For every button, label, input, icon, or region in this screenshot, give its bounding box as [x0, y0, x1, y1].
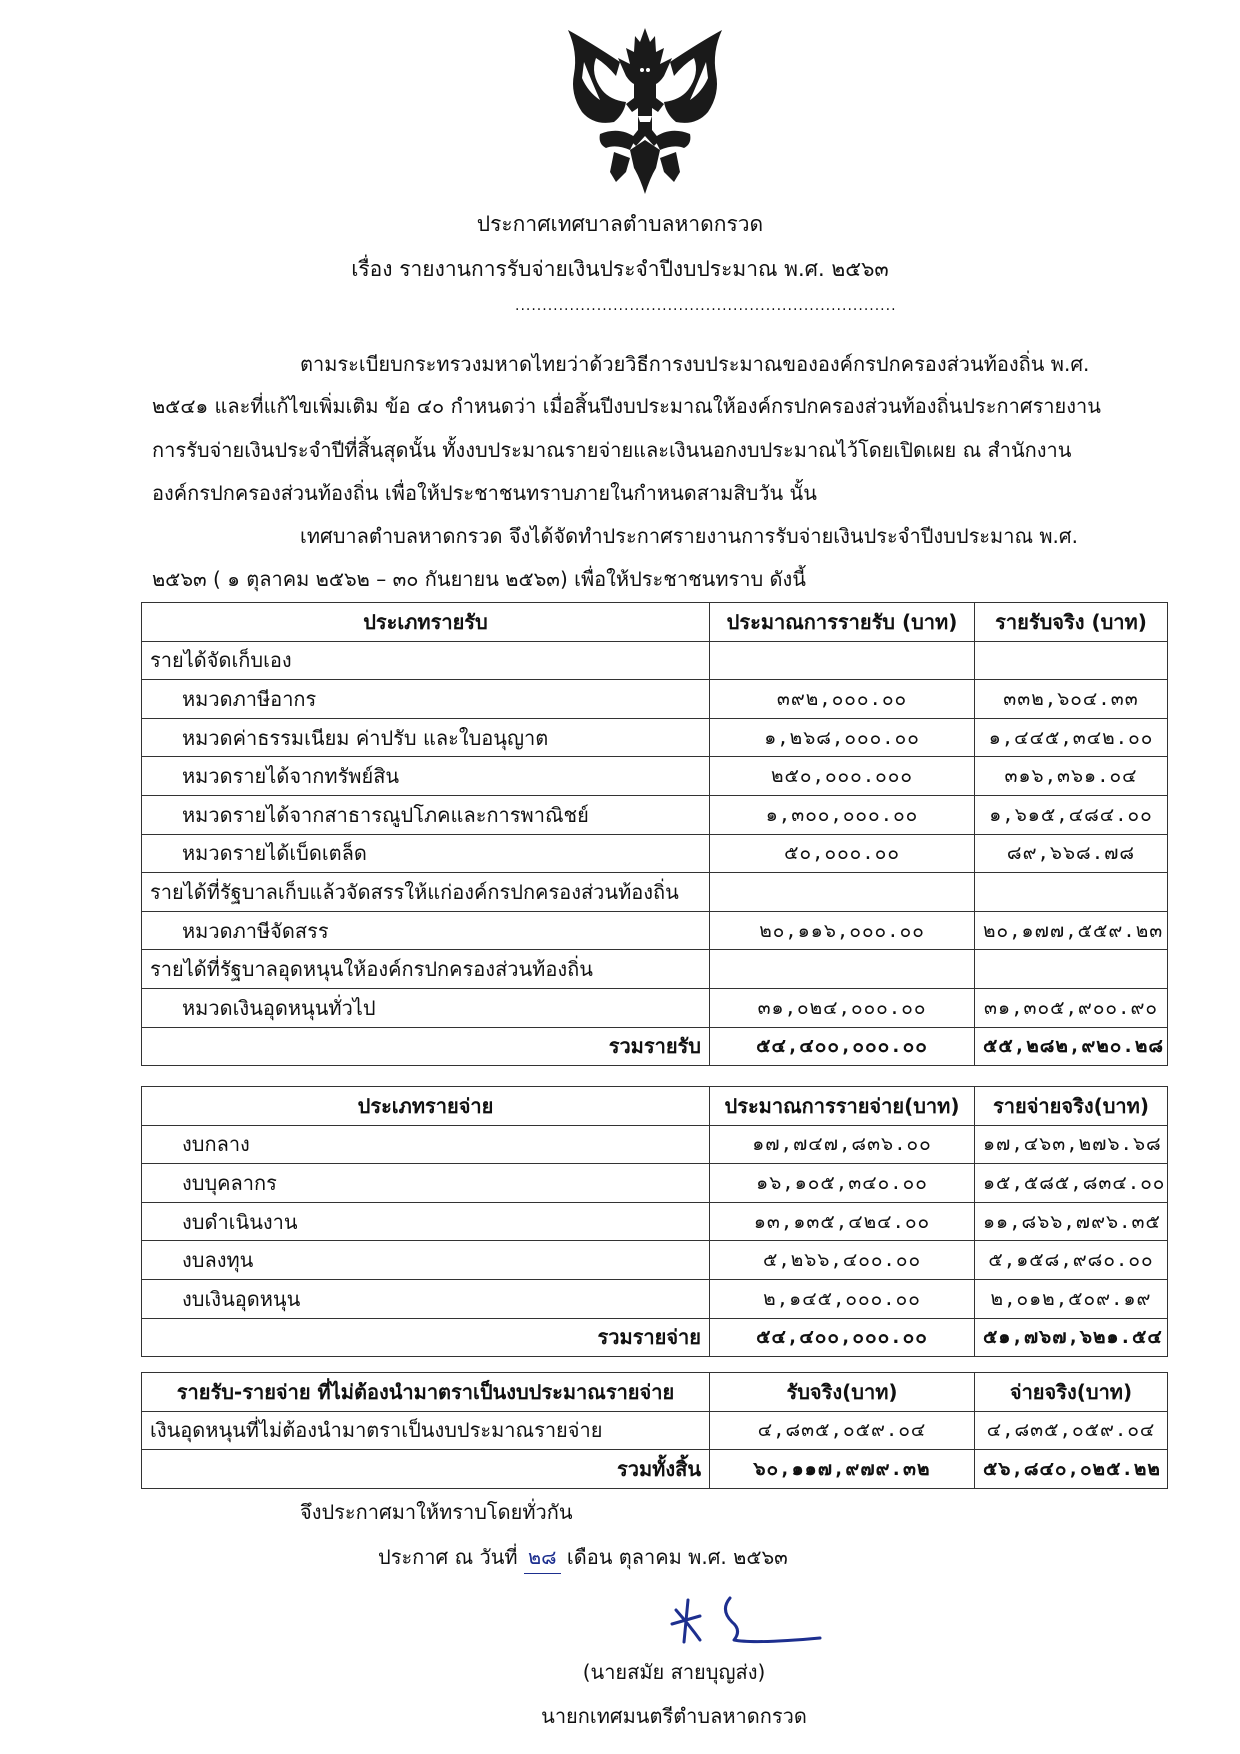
total-row [142, 1027, 1168, 1066]
column-header: จ่ายจริง(บาท) [975, 1373, 1168, 1412]
total-estimate: ๕๔,๔๐๐,๐๐๐.๐๐ [710, 1027, 975, 1066]
table-row [142, 1411, 1168, 1450]
actual-cell: ๑,๔๔๕,๓๔๒.๐๐ [975, 718, 1168, 757]
total-label: รวมรายรับ [142, 1027, 710, 1066]
row-label: หมวดภาษีจัดสรร [142, 911, 710, 950]
announcement-title: ประกาศเทศบาลตำบลหาดกรวด [476, 212, 764, 236]
actual-cell: ๓๑,๓๐๕,๙๐๐.๙๐ [975, 988, 1168, 1027]
estimate-cell [710, 950, 975, 989]
row-label: งบบุคลากร [142, 1164, 710, 1203]
offbudget-table [141, 1372, 1168, 1489]
row-label: เงินอุดหนุนที่ไม่ต้องนำมาตราเป็นงบประมาณรายจ่าย [142, 1411, 710, 1450]
actual-cell [975, 641, 1168, 680]
column-header: รับจริง(บาท) [710, 1373, 975, 1412]
estimate-cell: ๒๐,๑๑๖,๐๐๐.๐๐ [710, 911, 975, 950]
row-label: หมวดรายได้จากสาธารณูปโภคและการพาณิชย์ [142, 795, 710, 834]
total-actual: ๕๑,๗๖๗,๖๒๑.๕๔ [975, 1318, 1168, 1357]
estimate-cell: ๓๙๒,๐๐๐.๐๐ [710, 680, 975, 719]
income-table [141, 602, 1168, 1066]
table-row [142, 834, 1168, 873]
column-header: ประเภทรายรับ [142, 603, 710, 642]
announcement-date [378, 1541, 788, 1574]
actual-cell: ๕,๑๕๘,๙๘๐.๐๐ [975, 1241, 1168, 1280]
estimate-cell: ๑๗,๗๔๗,๘๓๖.๐๐ [710, 1125, 975, 1164]
estimate-cell: ๑๖,๑๐๕,๓๔๐.๐๐ [710, 1164, 975, 1203]
actual-cell: ๒,๐๑๒,๕๐๙.๑๙ [975, 1279, 1168, 1318]
estimate-cell [710, 641, 975, 680]
date-suffix: เดือน ตุลาคม พ.ศ. ๒๕๖๓ [566, 1545, 788, 1569]
row-label: หมวดภาษีอากร [142, 680, 710, 719]
paragraph-2-line-1: เทศบาลตำบลหาดกรวด จึงได้จัดทำประกาศรายงานการรับจ่ายเงินประจำปีงบประมาณ พ.ศ. [300, 524, 1078, 548]
actual-cell [975, 873, 1168, 912]
row-label: งบกลาง [142, 1125, 710, 1164]
actual-cell: ๘๙,๖๖๘.๗๘ [975, 834, 1168, 873]
estimate-cell: ๑๓,๑๓๕,๔๒๔.๐๐ [710, 1202, 975, 1241]
closing-statement: จึงประกาศมาให้ทราบโดยทั่วกัน [300, 1500, 573, 1524]
column-header: ประมาณการรายรับ (บาท) [710, 603, 975, 642]
total-received: ๖๐,๑๑๗,๙๗๙.๓๒ [710, 1450, 975, 1489]
actual-cell [975, 950, 1168, 989]
expense-table [141, 1086, 1168, 1357]
column-header: ประมาณการรายจ่าย(บาท) [710, 1087, 975, 1126]
signer-title: นายกเทศมนตรีตำบลหาดกรวด [541, 1704, 807, 1728]
garuda-emblem-icon [560, 22, 730, 197]
row-label: หมวดค่าธรรมเนียม ค่าปรับ และใบอนุญาต [142, 718, 710, 757]
estimate-cell: ๓๑,๐๒๔,๐๐๐.๐๐ [710, 988, 975, 1027]
total-actual: ๕๕,๒๘๒,๙๒๐.๒๘ [975, 1027, 1168, 1066]
row-label: หมวดรายได้เบ็ดเตล็ด [142, 834, 710, 873]
column-header: รายรับ-รายจ่าย ที่ไม่ต้องนำมาตราเป็นงบประมาณรายจ่าย [142, 1373, 710, 1412]
table-row [142, 795, 1168, 834]
actual-cell: ๑๗,๔๖๓,๒๗๖.๖๘ [975, 1125, 1168, 1164]
actual-cell: ๓๓๒,๖๐๔.๓๓ [975, 680, 1168, 719]
header-divider: ...................................................................... [515, 298, 897, 314]
row-label: รายได้ที่รัฐบาลเก็บแล้วจัดสรรให้แก่องค์กรปกครองส่วนท้องถิ่น [142, 873, 710, 912]
table-row [142, 680, 1168, 719]
table-row [142, 988, 1168, 1027]
column-header: รายจ่ายจริง(บาท) [975, 1087, 1168, 1126]
total-label: รวมทั้งสิ้น [142, 1450, 710, 1489]
table-row [142, 641, 1168, 680]
paragraph-1-line-3: การรับจ่ายเงินประจำปีที่สิ้นสุดนั้น ทั้งงบประมาณรายจ่ายและเงินนอกงบประมาณไว้โดยเปิดเผย ณ สำนักงาน [152, 438, 1072, 462]
estimate-cell: ๕๐,๐๐๐.๐๐ [710, 834, 975, 873]
total-row [142, 1450, 1168, 1489]
signer-name: (นายสมัย สายบุญส่ง) [582, 1660, 766, 1684]
total-label: รวมรายจ่าย [142, 1318, 710, 1357]
table-row [142, 1202, 1168, 1241]
row-label: หมวดเงินอุดหนุนทั่วไป [142, 988, 710, 1027]
estimate-cell: ๑,๓๐๐,๐๐๐.๐๐ [710, 795, 975, 834]
row-label: รายได้จัดเก็บเอง [142, 641, 710, 680]
total-paid: ๕๖,๘๔๐,๐๒๕.๒๒ [975, 1450, 1168, 1489]
table-row [142, 1125, 1168, 1164]
row-label: รายได้ที่รัฐบาลอุดหนุนให้องค์กรปกครองส่วนท้องถิ่น [142, 950, 710, 989]
actual-cell: ๑๕,๕๘๕,๘๓๔.๐๐ [975, 1164, 1168, 1203]
table-row [142, 1164, 1168, 1203]
paragraph-2-line-2: ๒๕๖๓ ( ๑ ตุลาคม ๒๕๖๒ – ๓๐ กันยายน ๒๕๖๓) เพื่อให้ประชาชนทราบ ดังนี้ [152, 567, 806, 591]
row-label: งบเงินอุดหนุน [142, 1279, 710, 1318]
table-row [142, 718, 1168, 757]
table-header-row [142, 603, 1168, 642]
total-row [142, 1318, 1168, 1357]
table-row [142, 950, 1168, 989]
estimate-cell: ๑,๒๖๘,๐๐๐.๐๐ [710, 718, 975, 757]
table-row [142, 911, 1168, 950]
estimate-cell: ๒๕๐,๐๐๐.๐๐๐ [710, 757, 975, 796]
actual-cell: ๑,๖๑๕,๔๘๔.๐๐ [975, 795, 1168, 834]
row-label: งบดำเนินงาน [142, 1202, 710, 1241]
table-header-row [142, 1087, 1168, 1126]
table-row [142, 757, 1168, 796]
paragraph-1-line-2: ๒๕๔๑ และที่แก้ไขเพิ่มเติม ข้อ ๔๐ กำหนดว่า เมื่อสิ้นปีงบประมาณให้องค์กรปกครองส่วนท้องถิ่นประกาศรายงาน [152, 394, 1101, 418]
table-row [142, 1241, 1168, 1280]
actual-cell: ๑๑,๘๖๖,๗๙๖.๓๕ [975, 1202, 1168, 1241]
paid-cell: ๔,๘๓๕,๐๕๙.๐๔ [975, 1411, 1168, 1450]
paragraph-1-line-4: องค์กรปกครองส่วนท้องถิ่น เพื่อให้ประชาชนทราบภายในกำหนดสามสิบวัน นั้น [152, 481, 817, 505]
actual-cell: ๒๐,๑๗๗,๕๕๙.๒๓ [975, 911, 1168, 950]
column-header: รายรับจริง (บาท) [975, 603, 1168, 642]
date-prefix: ประกาศ ณ วันที่ [378, 1545, 518, 1569]
handwritten-signature [660, 1590, 830, 1650]
column-header: ประเภทรายจ่าย [142, 1087, 710, 1126]
table-row [142, 1279, 1168, 1318]
row-label: งบลงทุน [142, 1241, 710, 1280]
announcement-subject: เรื่อง รายงานการรับจ่ายเงินประจำปีงบประมาณ พ.ศ. ๒๕๖๓ [351, 257, 889, 281]
row-label: หมวดรายได้จากทรัพย์สิน [142, 757, 710, 796]
received-cell: ๔,๘๓๕,๐๕๙.๐๔ [710, 1411, 975, 1450]
estimate-cell [710, 873, 975, 912]
estimate-cell: ๒,๑๔๕,๐๐๐.๐๐ [710, 1279, 975, 1318]
table-header-row [142, 1373, 1168, 1412]
total-estimate: ๕๔,๔๐๐,๐๐๐.๐๐ [710, 1318, 975, 1357]
table-row [142, 873, 1168, 912]
date-day: ๒๘ [524, 1541, 561, 1574]
actual-cell: ๓๑๖,๓๖๑.๐๔ [975, 757, 1168, 796]
estimate-cell: ๕,๒๖๖,๔๐๐.๐๐ [710, 1241, 975, 1280]
paragraph-1-line-1: ตามระเบียบกระทรวงมหาดไทยว่าด้วยวิธีการงบประมาณขององค์กรปกครองส่วนท้องถิ่น พ.ศ. [300, 352, 1090, 376]
